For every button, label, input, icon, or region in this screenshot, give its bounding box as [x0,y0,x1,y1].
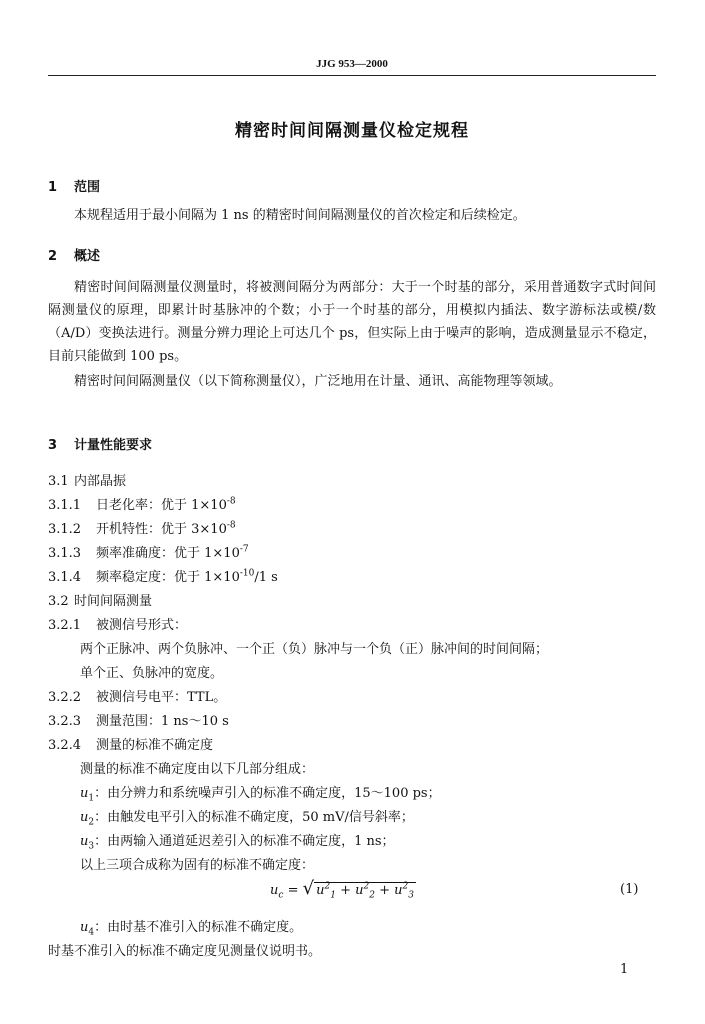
clause-3-1: 3.1 内部晶振 [48,474,127,489]
equation-1: $u_c$ = √ $u^2_1 + u^2_2 + u^2_3$ [270,878,414,901]
uncertainty-intro: 测量的标准不确定度由以下几部分组成： [80,762,315,777]
clause-3-2-4: 3.2.4 测量的标准不确定度 [48,738,214,753]
clause-3-1-1: 3.1.1 日老化率：优于 $1\times 10^{-8}$ [48,496,236,513]
uncertainty-u1: $u_1$：由分辨力和系统噪声引入的标准不确定度，15～100 ps； [80,786,441,804]
section-number: 1 [48,180,58,195]
uncertainty-u3: $u_3$：由两输入通道延迟差引入的标准不确定度，1 ns； [80,834,395,852]
section-2-paragraph-1: 精密时间间隔测量仪测量时，将被测间隔分为两部分：大于一个时基的部分，采用普通数字式时间间隔测量仪的原理，即累计时基脉冲的个数；小于一个时基的部分，用模拟内插法、数字游标法或模/数（A/D）变换法进行。测量分辨力理论上可达几个 ps，但实际上由于噪声的影响，造成测量显示不稳定，目前只能做到 100 ps。 [48,280,656,364]
sqrt-symbol-icon: √ [302,878,315,899]
clause-3-2: 3.2 时间间隔测量 [48,594,153,609]
document-title: 精密时间间隔测量仪检定规程 [235,121,469,141]
section-number: 2 [48,249,58,264]
section-title: 概述 [74,249,101,264]
clause-3-2-2: 3.2.2 被测信号电平：TTL。 [48,690,227,705]
document-code-header: JJG 953—2000 [316,58,388,70]
header-rule [48,75,656,76]
section-1-heading [48,176,100,195]
clause-3-1-4: 3.1.4 频率稳定度：优于 $1\times 10^{-10}/1$ s [48,568,278,585]
section-number: 3 [48,438,58,453]
clause-3-2-3: 3.2.3 测量范围：1 ns～10 s [48,714,229,729]
clause-3-1-2: 3.1.2 开机特性：优于 $3\times 10^{-8}$ [48,520,236,537]
section-2-heading [48,245,100,264]
section-1-text: 本规程适用于最小间隔为 1 ns 的精密时间间隔测量仪的首次检定和后续检定。 [74,208,526,223]
section-2-paragraph-2: 精密时间间隔测量仪（以下简称测量仪），广泛地用在计量、通讯、高能物理等领域。 [74,374,562,389]
clause-3-2-1: 3.2.1 被测信号形式： [48,618,188,633]
section-title: 计量性能要求 [74,438,153,453]
page-number: 1 [620,962,629,977]
combined-uncertainty-intro: 以上三项合成称为固有的标准不确定度： [80,858,315,873]
uncertainty-u4: $u_4$：由时基不准引入的标准不确定度。 [80,920,303,938]
equation-number: (1) [620,882,639,897]
clause-3-2-1-line-1: 两个正脉冲、两个负脉冲、一个正（负）脉冲与一个负（正）脉冲间的时间间隔； [80,642,549,657]
clause-3-2-1-line-2: 单个正、负脉冲的宽度。 [80,666,224,681]
timebase-note: 时基不准引入的标准不确定度见测量仪说明书。 [48,944,322,959]
radicand: $u^2_1 + u^2_2 + u^2_3$ [316,881,414,901]
section-3-heading [48,434,152,453]
uncertainty-u2: $u_2$：由触发电平引入的标准不确定度，50 mV/信号斜率； [80,810,414,828]
section-title: 范围 [74,180,101,195]
clause-3-1-3: 3.1.3 频率准确度：优于 $1\times 10^{-7}$ [48,544,249,561]
